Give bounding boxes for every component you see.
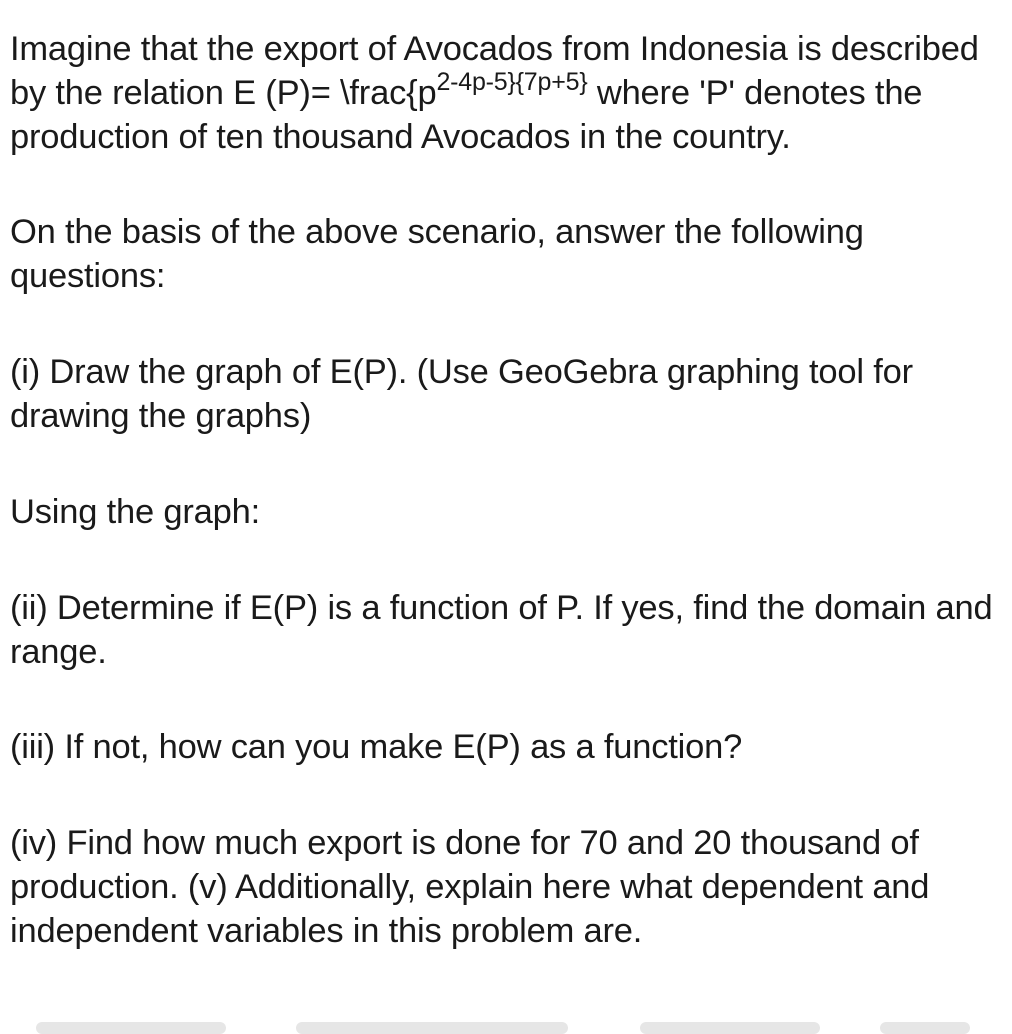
action-chip[interactable] <box>880 1022 970 1034</box>
part-iii-paragraph: (iii) If not, how can you make E(P) as a function? <box>10 728 743 766</box>
bottom-action-chips <box>0 1022 1012 1028</box>
intro-text-after: where 'P' denotes the production of ten thousand Avocados in the country. <box>10 74 923 156</box>
intro-paragraph <box>10 27 1002 159</box>
action-chip[interactable] <box>296 1022 568 1034</box>
part-ii-paragraph: (ii) Determine if E(P) is a function of P. If yes, find the domain and range. <box>10 589 993 671</box>
part-iv-v-paragraph: (iv) Find how much export is done for 70 and 20 thousand of production. (v) Additionally, explain here what dependent and independent variables in this problem are. <box>10 824 930 950</box>
action-chip[interactable] <box>640 1022 820 1034</box>
scenario-paragraph: On the basis of the above scenario, answer the following questions: <box>10 213 864 295</box>
question-document <box>10 27 1002 1005</box>
action-chip[interactable] <box>36 1022 226 1034</box>
using-graph-paragraph: Using the graph: <box>10 493 260 531</box>
intro-text-before: Imagine that the export of Avocados from Indonesia is described by the relation E (P)= \frac{p <box>10 30 979 112</box>
intro-superscript: 2-4p-5}{7p+5} <box>436 68 588 96</box>
part-i-paragraph: (i) Draw the graph of E(P). (Use GeoGebra graphing tool for drawing the graphs) <box>10 353 913 435</box>
